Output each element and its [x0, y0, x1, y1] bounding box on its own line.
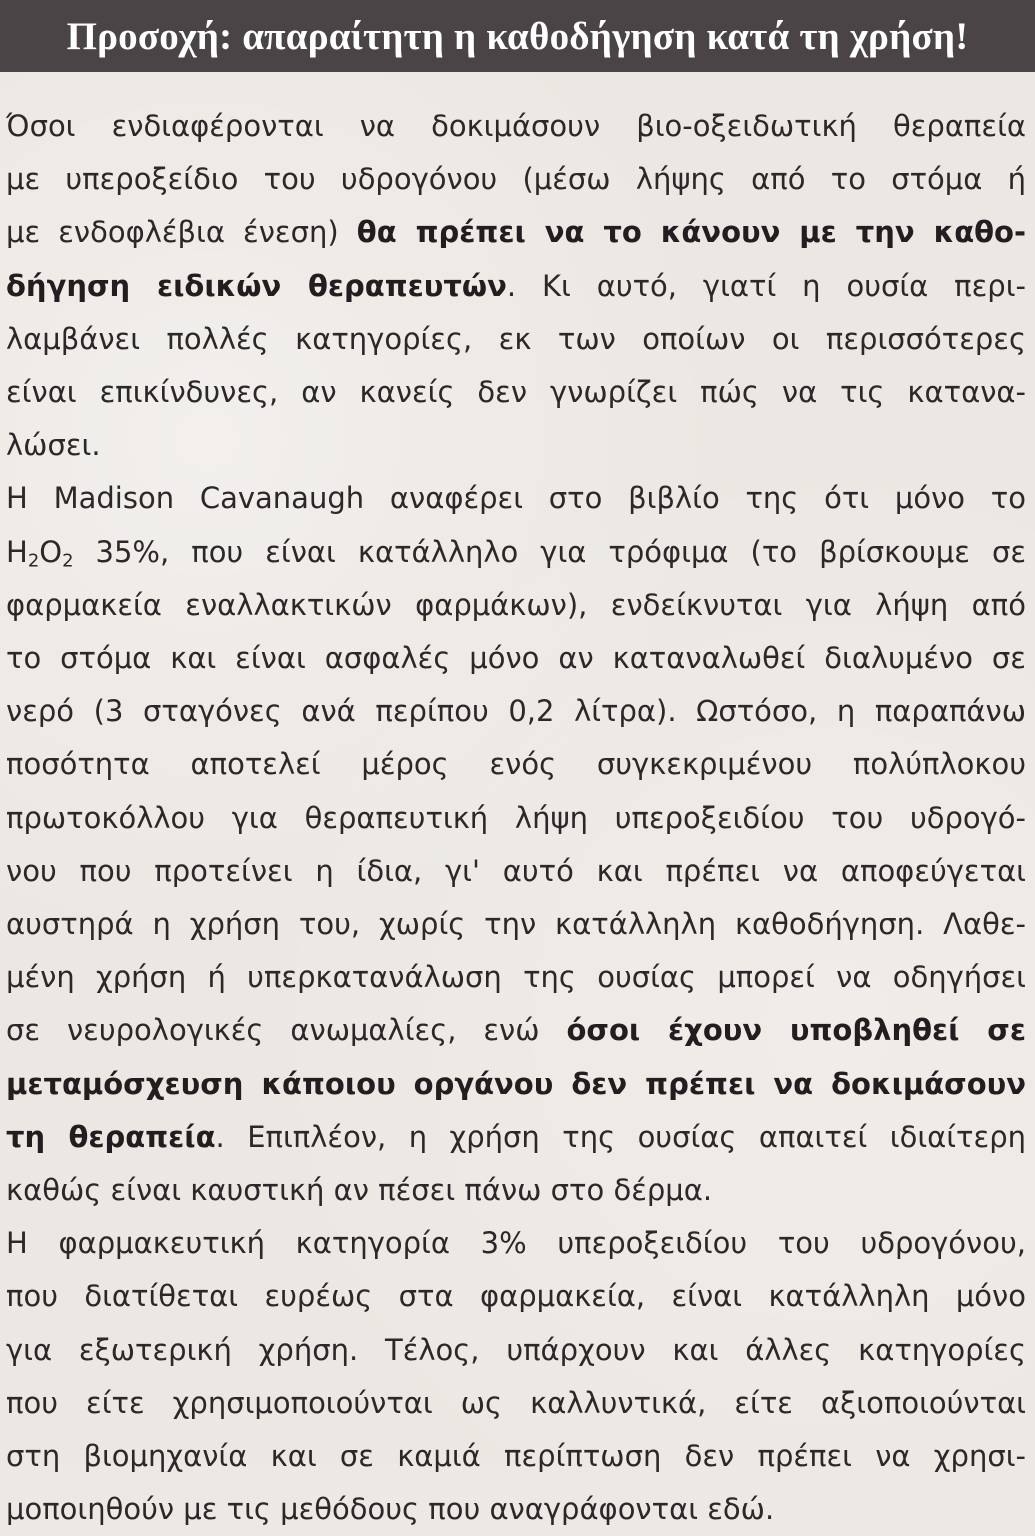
text-span: . Επιπλέον, η χρήση της ουσίας απαιτεί ιδιαίτερη: [215, 1119, 1026, 1154]
text-line: λώσει.: [6, 428, 101, 463]
text-line: φαρμακεία εναλλακτικών φαρμάκων), ενδείκνυται για λήψη από: [6, 587, 1026, 622]
text-line: που διατίθεται ευρέως στα φαρμακεία, είναι κατάλληλη μόνο: [6, 1279, 1026, 1314]
text-line: με υπεροξείδιο του υδρογόνου (μέσω λήψης από το στόμα ή: [6, 162, 1026, 197]
text-line: μένη χρήση ή υπερκατανάλωση της ουσίας μπορεί να οδηγήσει: [6, 960, 1026, 995]
bold-text-span: θα πρέπει να το κάνουν με την καθο-: [356, 215, 1026, 250]
bold-text-span: όσοι έχουν υποβληθεί σε: [566, 1013, 1026, 1048]
text-line: Η φαρμακευτική κατηγορία 3% υπεροξειδίου του υδρογόνου,: [6, 1226, 1026, 1261]
title-banner: [0, 0, 1035, 72]
text-line: νερό (3 σταγόνες ανά περίπου 0,2 λίτρα). Ωστόσο, η παραπάνω: [6, 694, 1026, 729]
bold-text-span: τη θεραπεία: [6, 1119, 216, 1154]
text-line: το στόμα και είναι ασφαλές μόνο αν καταναλωθεί διαλυμένο σε: [6, 641, 1026, 676]
text-line: για εξωτερική χρήση. Τέλος, υπάρχουν και άλλες κατηγορίες: [6, 1332, 1026, 1367]
text-line: Η Madison Cavanaugh αναφέρει στο βιβλίο της ότι μόνο το: [6, 481, 1026, 516]
bold-text-span: δήγηση ειδικών θεραπευτών: [6, 268, 507, 303]
text-span: . Κι αυτό, γιατί η ουσία περι-: [506, 268, 1026, 303]
text-line: Όσοι ενδιαφέρονται να δοκιμάσουν βιο-οξειδωτική θεραπεία: [6, 109, 1026, 143]
text-line: [6, 526, 1026, 579]
text-line: [6, 260, 1026, 313]
text-line: ποσότητα αποτελεί μέρος ενός συγκεκριμένου πολύπλοκου: [6, 747, 1026, 782]
text-line: [6, 1058, 1026, 1111]
paragraph-3: [6, 1217, 1026, 1536]
text-line: είναι επικίνδυνες, αν κανείς δεν γνωρίζει πώς να τις κατανα-: [6, 375, 1026, 410]
text-line: στη βιομηχανία και σε καμιά περίπτωση δεν πρέπει να χρησι-: [6, 1439, 1026, 1474]
bold-text-span: μεταμόσχευση κάποιου οργάνου δεν πρέπει να δοκιμάσουν: [6, 1066, 1026, 1101]
text-line: πρωτοκόλλου για θεραπευτική λήψη υπεροξειδίου του υδρογό-: [6, 800, 1026, 835]
paragraph-1: [6, 100, 1026, 472]
text-line: [6, 1111, 1026, 1164]
text-line: καθώς είναι καυστική αν πέσει πάνω στο δέρμα.: [6, 1173, 713, 1208]
text-span: σε νευρολογικές ανωμαλίες, ενώ: [6, 1013, 567, 1048]
text-line: που είτε χρησιμοποιούνται ως καλλυντικά, είτε αξιοποιούνται: [6, 1385, 1026, 1420]
text-line: αυστηρά η χρήση του, χωρίς την κατάλληλη καθοδήγηση. Λαθε-: [6, 907, 1026, 942]
text-span: 35%, που είναι κατάλληλο για τρόφιμα (το βρίσκουμε σε: [73, 534, 1026, 569]
text-line: μοποιηθούν με τις μεθόδους που αναγράφονται εδώ.: [6, 1492, 775, 1527]
text-line: νου που προτείνει η ίδια, γι' αυτό και πρέπει να αποφεύγεται: [6, 853, 1026, 888]
formula-h2o2: $H_2O_2$: [6, 534, 74, 572]
paragraph-2: [6, 472, 1026, 1217]
text-line: λαμβάνει πολλές κατηγορίες, εκ των οποίων οι περισσότερες: [6, 321, 1026, 356]
article-body: [6, 100, 1026, 1536]
text-span: με ενδοφλέβια ένεση): [6, 215, 357, 250]
text-line: [6, 1004, 1026, 1057]
text-line: [6, 206, 1026, 259]
page-title: Προσοχή: απαραίτητη η καθοδήγηση κατά τη χρήση!: [66, 14, 969, 58]
